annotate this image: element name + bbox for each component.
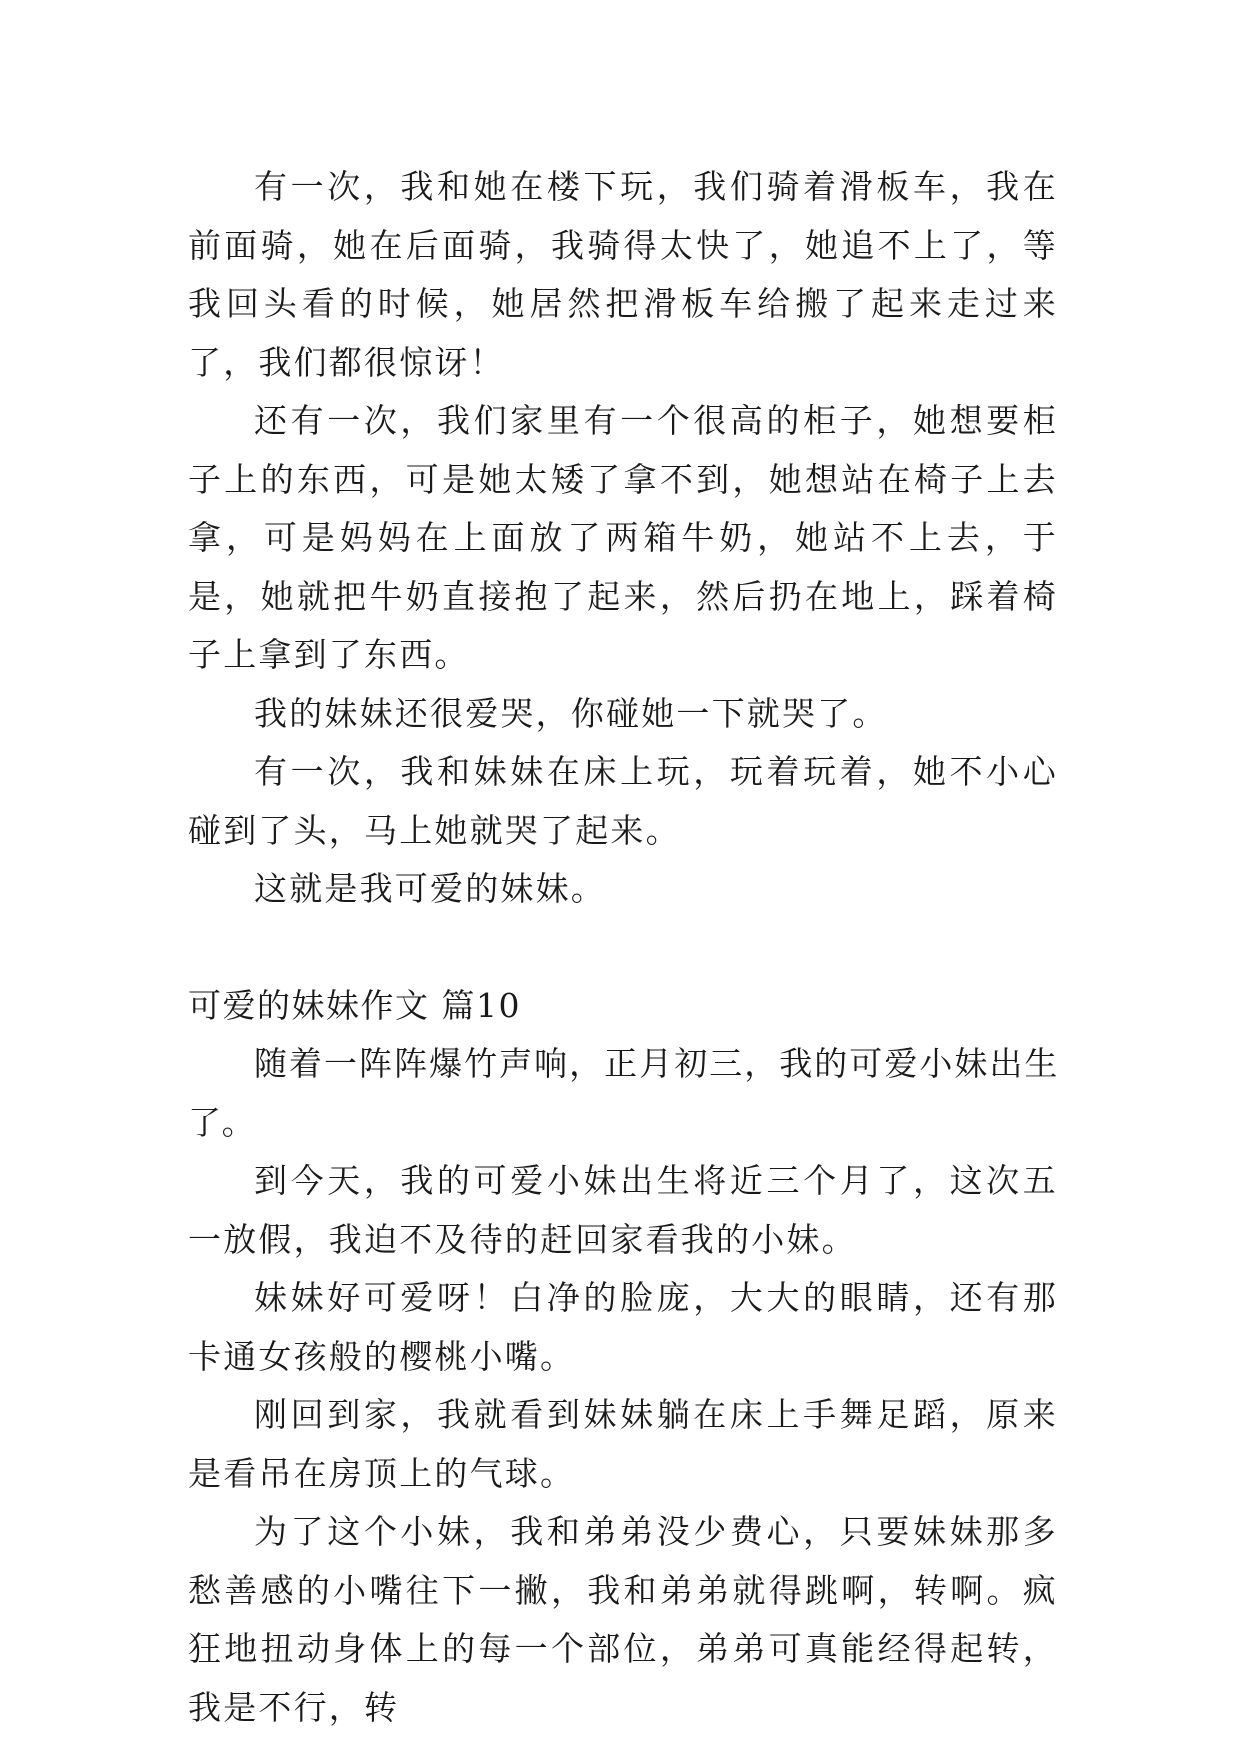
paragraph: 为了这个小妹，我和弟弟没少费心，只要妹妹那多愁善感的小嘴往下一撇，我和弟弟就得跳啊，转啊。疯狂地扭动身体上的每一个部位，弟弟可真能经得起转，我是不行，转 (188, 1512, 1058, 1727)
paragraph: 有一次，我和妹妹在床上玩，玩着玩着，她不小心碰到了头，马上她就哭了起来。 (188, 752, 1058, 850)
document-body (188, 158, 1058, 1737)
paragraph: 有一次，我和她在楼下玩，我们骑着滑板车，我在前面骑，她在后面骑，我骑得太快了，她追不上了，等我回头看的时候，她居然把滑板车给搬了起来走过来了，我们都很惊讶！ (188, 167, 1058, 382)
paragraph: 还有一次，我们家里有一个很高的柜子，她想要柜子上的东西，可是她太矮了拿不到，她想站在椅子上去拿，可是妈妈在上面放了两箱牛奶，她站不上去，于是，她就把牛奶直接抱了起来，然后扔在地上，踩着椅子上拿到了东西。 (188, 401, 1058, 674)
paragraph: 我的妹妹还很爱哭，你碰她一下就哭了。 (254, 693, 888, 733)
paragraph: 到今天，我的可爱小妹出生将近三个月了，这次五一放假，我迫不及待的赶回家看我的小妹。 (188, 1161, 1058, 1259)
paragraph: 刚回到家，我就看到妹妹躺在床上手舞足蹈，原来是看吊在房顶上的气球。 (188, 1395, 1058, 1493)
paragraph: 妹妹好可爱呀！白净的脸庞，大大的眼睛，还有那卡通女孩般的樱桃小嘴。 (188, 1278, 1058, 1376)
section-heading: 可爱的妹妹作文 篇10 (188, 985, 521, 1025)
paragraph: 随着一阵阵爆竹声响，正月初三，我的可爱小妹出生了。 (188, 1044, 1058, 1142)
paragraph: 这就是我可爱的妹妹。 (254, 869, 606, 908)
